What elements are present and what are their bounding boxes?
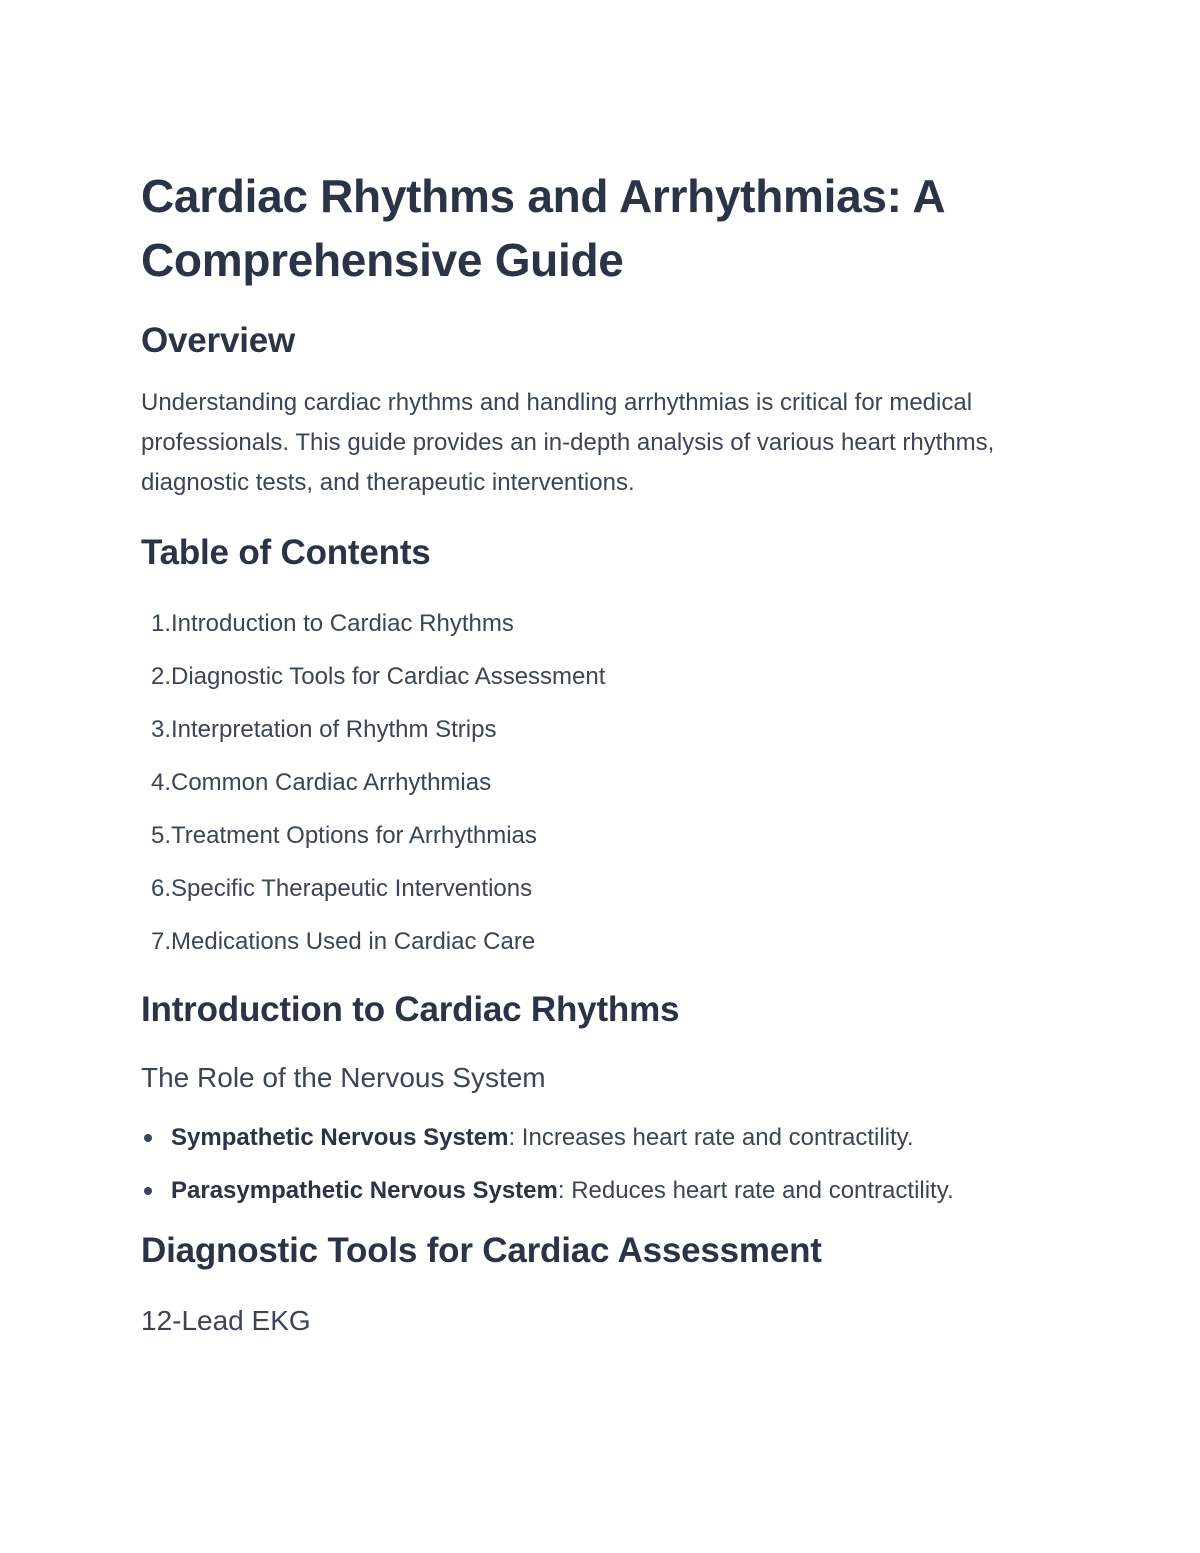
toc-item[interactable]	[141, 756, 1061, 809]
toc-item-label: Common Cardiac Arrhythmias	[171, 769, 492, 796]
toc-list	[141, 597, 1061, 968]
toc-item-number: 4.	[150, 769, 171, 796]
list-item	[141, 1118, 1061, 1158]
document-page	[141, 164, 1061, 1339]
overview-heading: Overview	[141, 321, 296, 360]
toc-item[interactable]	[141, 862, 1061, 915]
nervous-system-list	[141, 1118, 1061, 1211]
toc-item[interactable]	[141, 650, 1061, 703]
toc-item-label: Specific Therapeutic Interventions	[171, 875, 533, 902]
list-item	[141, 1171, 1061, 1211]
toc-item-number: 7.	[150, 928, 171, 955]
list-item-description: : Increases heart rate and contractility.	[508, 1124, 914, 1151]
nervous-system-subheading: The Role of the Nervous System	[141, 1062, 546, 1093]
list-item-term: Sympathetic Nervous System	[171, 1124, 509, 1151]
toc-item-label: Introduction to Cardiac Rhythms	[171, 610, 514, 637]
toc-item[interactable]	[141, 915, 1061, 968]
toc-item-label: Interpretation of Rhythm Strips	[171, 716, 497, 743]
toc-item-number: 5.	[150, 822, 171, 849]
toc-item-label: Medications Used in Cardiac Care	[171, 928, 536, 955]
toc-item[interactable]	[141, 809, 1061, 862]
toc-item[interactable]	[141, 703, 1061, 756]
bullet-icon	[144, 1187, 152, 1195]
list-item-term: Parasympathetic Nervous System	[171, 1177, 558, 1204]
ekg-subheading: 12-Lead EKG	[141, 1305, 311, 1336]
toc-item-label: Treatment Options for Arrhythmias	[171, 822, 537, 849]
list-item-description: : Reduces heart rate and contractility.	[557, 1177, 954, 1204]
toc-item-number: 6.	[150, 875, 171, 902]
toc-item-number: 3.	[150, 716, 171, 743]
toc-heading: Table of Contents	[141, 533, 431, 572]
overview-paragraph: Understanding cardiac rhythms and handling arrhythmias is critical for medical professionals. This guide provides an in-depth analysis of various heart rhythms, diagnostic tests, and therapeutic interventions.	[141, 389, 995, 496]
document-title: Cardiac Rhythms and Arrhythmias: A Comprehensive Guide	[141, 170, 944, 286]
toc-item[interactable]	[141, 597, 1061, 650]
toc-item-number: 1.	[150, 610, 171, 637]
bullet-icon	[144, 1134, 152, 1142]
toc-item-number: 2.	[150, 663, 171, 690]
diagnostic-heading: Diagnostic Tools for Cardiac Assessment	[141, 1231, 822, 1270]
toc-item-label: Diagnostic Tools for Cardiac Assessment	[171, 663, 606, 690]
intro-heading: Introduction to Cardiac Rhythms	[141, 990, 680, 1029]
